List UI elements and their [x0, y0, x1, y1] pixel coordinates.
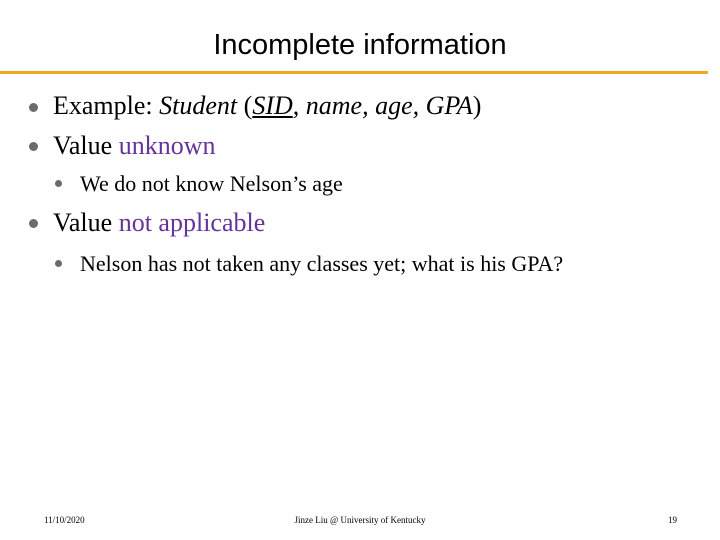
bullet-value-unknown [53, 131, 215, 161]
paren-open: ( [237, 91, 253, 120]
bullet-icon [29, 142, 38, 151]
sub-bullet-icon [55, 260, 62, 267]
example-prefix: Example: [53, 91, 160, 120]
bullet-highlight: not applicable [118, 208, 266, 237]
key-attribute: SID [252, 91, 293, 120]
bullet-not-applicable [53, 208, 265, 238]
other-attributes: , name, age, GPA [292, 91, 473, 120]
title-divider [0, 71, 708, 74]
paren-close: ) [472, 91, 482, 120]
footer-author: Jinze Liu @ University of Kentucky [294, 515, 426, 525]
bullet-text: Value [53, 208, 119, 237]
sub-bullet-icon [55, 180, 62, 187]
sub-bullet-text: Nelson has not taken any classes yet; what is his GPA? [80, 251, 564, 276]
slide-title: Incomplete information [213, 29, 507, 61]
bullet-icon [29, 103, 38, 112]
bullet-example [53, 91, 481, 121]
sub-bullet-text: We do not know Nelson’s age [80, 171, 343, 196]
footer-page-number: 19 [668, 515, 677, 525]
bullet-icon [29, 219, 38, 228]
footer-date: 11/10/2020 [44, 515, 85, 525]
bullet-text: Value [53, 131, 119, 160]
bullet-highlight: unknown [118, 131, 216, 160]
entity-name: Student [159, 91, 238, 120]
